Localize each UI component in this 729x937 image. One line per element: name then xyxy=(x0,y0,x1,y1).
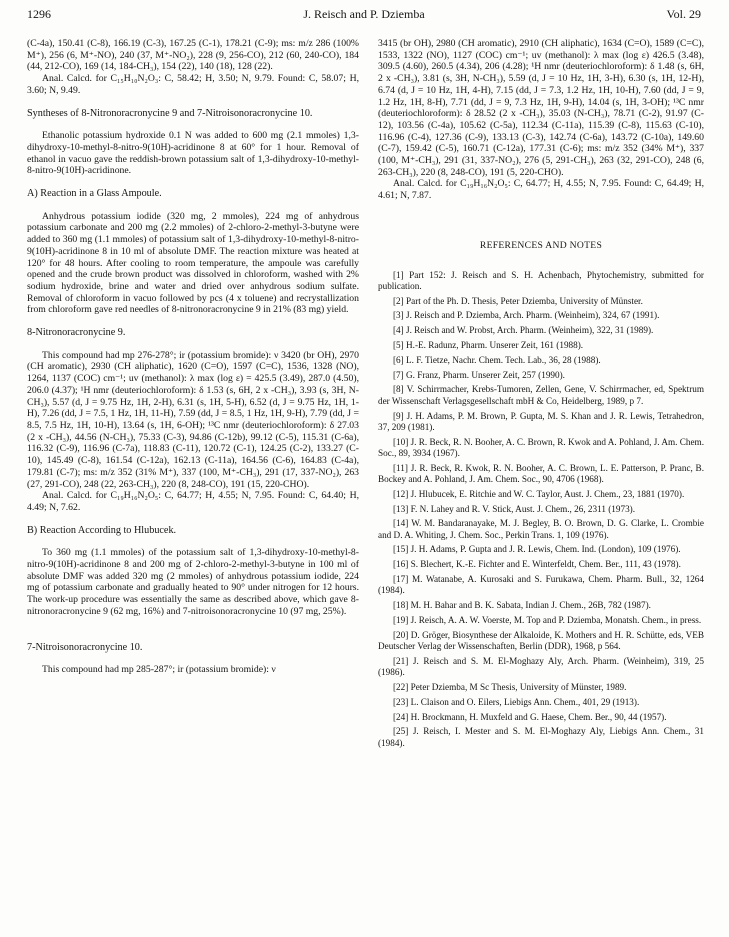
reference-item: [11] J. R. Beck, R. Kwok, R. N. Booher, A. C. Brown, L. E. Patterson, P. Pranc, B. Bockey and A. Pohland, J. Am. Chem. Soc., 90, 4706 (1968). xyxy=(378,462,704,484)
compound-10-data-continued: 3415 (br OH), 2980 (CH aromatic), 2910 (CH aliphatic), 1634 (C=O), 1589 (C=C), 1533, 1322 (NO), 1127 (COC) cm⁻¹; uv (methanol): λ max (log ε) 426.5 (3.48), 309.5 (4.60), 260.5 (4.34), 206 (4.28); ¹H nmr (deuteriochloroform): δ 1.48 (s, 6H, 2 x -CH₃), 3.81 (s, 3H, N-CH₃), 5.59 (d, J = 10 Hz, 1H, 3-H), 6.30 (s, 1H, 12-H), 6.74 (d, J = 10 Hz, 1H, 4-H), 7.15 (dd, J = 7.3, 1.2 Hz, 1H, 10-H), 7.60 (dd, J = 9, 1.2 Hz, 1H, 8-H), 7.71 (dd, J = 9, 7.3 Hz, 1H, 9-H), 14.04 (s, 1H, 3-OH); ¹³C nmr (deuteriochloroform): δ 28.52 (2 x -CH₃), 35.03 (N-CH₃), 78.71 (C-2), 91.97 (C-12), 103.56 (C-4a), 105.62 (C-5a), 112.34 (C-11a), 115.39 (C-8), 115.63 (C-10), 116.96 (C-4), 127.36 (C-9), 133.13 (C-3), 142.74 (C-6a), 143.72 (C-10a), 149.60 (C-7), 159.42 (C-5), 160.71 (C-12a), 177.31 (C-6); ms: m/z 352 (34% M⁺), 337 (100, M⁺-CH₃), 291 (31, 337-NO₂), 276 (5, 291-CH₃), 263 (32, 291-CO), 248 (6, 263-CH₃), 220 (8, 248-CO), 191 (5, 220-CHO). xyxy=(378,38,704,178)
reference-item: [13] F. N. Lahey and R. V. Stick, Aust. J. Chem., 26, 2311 (1973). xyxy=(393,503,636,514)
references-heading: REFERENCES AND NOTES xyxy=(479,239,603,251)
ampoule-procedure-paragraph: Anhydrous potassium iodide (320 mg, 2 mmoles), 224 mg of anhydrous potassium carbonate and 200 mg (2.2 mmoles) of 2-chloro-2-methyl-3-butyne were added to 360 mg (1.1 mmoles) of potassium salt of 1,3-dihydroxy-10-methyl-8-nitro-9(10H)-acridinone 8 in 10 ml of absolute DMF. The reaction mixture was heated at 120° for 48 hours. After cooling to room temperature, the ampoule was carefully opened and the crude brown product was dissolved in chloroform, washed with 2% sodium hydroxide, brine and water and dried over anhydrous sodium sulfate. Removal of chloroform in vacuo followed by pcs (4 x toluene) and recrystallization from chloroform gave red needles of 8-nitronoracronycine 9 in 21% (83 mg) yield. xyxy=(27,210,359,316)
reference-item: [7] G. Franz, Pharm. Unserer Zeit, 257 (1990). xyxy=(393,369,565,380)
reference-item: [10] J. R. Beck, R. N. Booher, A. C. Brown, R. Kwok and A. Pohland, J. Am. Chem. Soc., 89, 3934 (1967). xyxy=(378,436,704,458)
compound-9-analysis: Anal. Calcd. for C₁₉H₁₆N₂O₅: C, 64.77; H, 4.55; N, 7.95. Found: C, 64.40; H, 4.49; N, 7.62. xyxy=(27,490,359,513)
reference-item: [19] J. Reisch, A. A. W. Voerste, M. Top and P. Dziemba, Monatsh. Chem., in press. xyxy=(393,614,702,625)
compound-9-data-paragraph: This compound had mp 276-278°; ir (potassium bromide): ν 3420 (br OH), 2970 (CH aromatic), 2930 (CH aliphatic), 1620 (C=O), 1597 (C=C), 1536, 1328 (NO), 1264, 1137 (COC) cm⁻¹; uv (methanol): λ max (log ε) = 425.5 (3.49), 287.0 (4.50), 206.0 (4.37); ¹H nmr (deuteriochloroform): δ 1.53 (s, 6H, 2 x -CH₃), 3.93 (s, 3H, N-CH₃), 5.57 (d, J = 9.75 Hz, 1H, 2-H), 6.31 (s, 1H, 5-H), 6.52 (d, J = 9.75 Hz, 1H, 1-H), 7.26 (dd, J = 7.5, 1 Hz, 1H, 11-H), 7.59 (dd, J = 8.5, 1 Hz, 1H, 9-H), 7.79 (dd, J = 8.5, 7.5 Hz, 1H, 10-H), 13.64 (s, 1H, 6-OH); ¹³C nmr (deuteriochloroform): δ 27.03 (2 x -CH₃), 44.56 (N-CH₃), 75.33 (C-3), 94.86 (C-12b), 99.12 (C-5), 115.31 (C-6a), 116.32 (C-9), 116.96 (C-7a), 118.83 (C-11), 120.72 (C-1), 124.25 (C-2), 133.27 (C-10), 145.49 (C-8), 161.54 (C-12a), 162.13 (C-11a), 164.56 (C-6), 164.83 (C-4a), 179.81 (C-7); ms: m/z 352 (31% M⁺), 337 (100, M⁺-CH₃), 291 (17, 337-NO₂), 263 (27, 291-CO), 248 (22, 263-CH₃), 220 (8, 248-CO), 191 (15, 220-CHO). xyxy=(27,349,359,490)
running-header xyxy=(27,7,701,27)
hlubucek-procedure-paragraph: To 360 mg (1.1 mmoles) of the potassium salt of 1,3-dihydroxy-10-methyl-8-nitro-9(10H)-acridinone 8 and 200 mg of 2-chloro-2-methyl-3-butyne in 100 ml of absolute DMF was added 320 mg (2 mmoles) of anhydrous potassium iodide, 224 mg of potassium carbonate and gradually heated to 90° under nitrogen for 12 hours. The work-up procedure was essentially the same as described above, which gave 8-nitronoracronycine 9 (62 mg, 16%) and 7-nitroisonoracronycine 10 (97 mg, 25%). xyxy=(27,547,359,617)
reference-item: [8] V. Schirrmacher, Krebs-Tumoren, Zellen, Gene, V. Schirrmacher, ed, Spektrum der Wissenschaft Verlagsgesellschaft mbH & Co, Heidelberg, 1989, p 7. xyxy=(378,384,704,406)
reference-item: [15] J. H. Adams, P. Gupta and J. R. Lewis, Chem. Ind. (London), 109 (1976). xyxy=(393,544,681,555)
compound-heading-10: 7-Nitroisonoracronycine 10. xyxy=(27,641,143,653)
reference-item: [16] S. Blechert, K.-E. Fichter and E. Winterfeldt, Chem. Ber., 111, 43 (1978). xyxy=(393,559,681,570)
subsection-heading-ampoule: A) Reaction in a Glass Ampoule. xyxy=(27,188,162,200)
salt-preparation-paragraph: Ethanolic potassium hydroxide 0.1 N was added to 600 mg (2.1 mmoles) 1,3-dihydroxy-10-methyl-8-nitro-9(10H)-acridinone 8 at 60° for 1 hour. Removal of ethanol in vacuo gave the reddish-brown potassium salt of 1,3-dihydroxy-10-methyl-8-nitro-9(10H)-acridinone. xyxy=(27,130,359,177)
reference-item: [3] J. Reisch and P. Dziemba, Arch. Pharm. (Weinheim), 324, 67 (1991). xyxy=(393,310,660,321)
reference-item: [18] M. H. Bahar and B. K. Sabata, Indian J. Chem., 26B, 782 (1987). xyxy=(393,600,651,611)
reference-item: [4] J. Reisch and W. Probst, Arch. Pharm. (Weinheim), 322, 31 (1989). xyxy=(393,325,654,336)
running-authors: J. Reisch and P. Dziemba xyxy=(303,7,425,21)
right-column xyxy=(378,38,704,749)
reference-list xyxy=(378,270,704,749)
volume-label: Vol. 29 xyxy=(666,7,701,21)
reference-item: [23] L. Claison and O. Eilers, Liebigs Ann. Chem., 401, 29 (1913). xyxy=(393,696,640,707)
section-heading-syntheses: Syntheses of 8-Nitronoracronycine 9 and 7-Nitroisonoracronycine 10. xyxy=(27,107,313,119)
reference-item: [22] Peter Dziemba, M Sc Thesis, University of Münster, 1989. xyxy=(393,681,627,692)
ms-data-continued: (C-4a), 150.41 (C-8), 166.19 (C-3), 167.25 (C-1), 178.21 (C-9); ms: m/z 286 (100% M⁺), 256 (6, M⁺-NO), 240 (37, M⁺-NO₂), 228 (9, 256-CO), 212 (60, 240-CO), 184 (44, 212-CO), 169 (14, 184-CH₃), 154 (22), 140 (18), 128 (22). xyxy=(27,38,359,73)
reference-item: [1] Part 152: J. Reisch and S. H. Achenbach, Phytochemistry, submitted for publication. xyxy=(378,269,704,291)
compound-10-analysis: Anal. Calcd. for C₁₉H₁₆N₂O₅: C, 64.77; H, 4.55; N, 7.95. Found: C, 64.49; H, 4.61; N, 7.87. xyxy=(378,178,704,202)
reference-item: [17] M. Watanabe, A. Kurosaki and S. Furukawa, Chem. Pharm. Bull., 32, 1264 (1984). xyxy=(378,574,704,596)
left-column xyxy=(27,38,359,676)
reference-item: [21] J. Reisch and S. M. El-Moghazy Aly, Arch. Pharm. (Weinheim), 319, 25 (1986). xyxy=(378,655,704,678)
reference-item: [24] H. Brockmann, H. Muxfeld and G. Haese, Chem. Ber., 90, 44 (1957). xyxy=(393,711,667,722)
reference-item: [14] W. M. Bandaranayake, M. J. Begley, B. O. Brown, D. G. Clarke, L. Crombie and D. A. Whiting, J. Chem. Soc., Perkin Trans. 1, 109 (1976). xyxy=(378,518,704,540)
reference-item: [9] J. H. Adams, P. M. Brown, P. Gupta, M. S. Khan and J. R. Lewis, Tetrahedron, 37, 209 (1981). xyxy=(378,410,704,432)
compound-10-data-start: This compound had mp 285-287°; ir (potassium bromide): ν xyxy=(42,664,276,676)
reference-item: [12] J. Hlubucek, E. Ritchie and W. C. Taylor, Aust. J. Chem., 23, 1881 (1970). xyxy=(393,488,685,499)
reference-item: [20] D. Gröger, Biosynthese der Alkaloide, K. Mothers and H. R. Schütte, eds, VEB Deutscher Verlag der Wissenschaften, Berlin (DDR), 1968, p 564. xyxy=(378,629,704,652)
reference-item: [2] Part of the Ph. D. Thesis, Peter Dziemba, University of Münster. xyxy=(393,295,643,306)
analysis-paragraph: Anal. Calcd. for C₁₅H₁₀N₂O₃: C, 58.42; H, 3.50; N, 9.79. Found: C, 58.07; H, 3.60; N, 9.49. xyxy=(27,73,359,96)
compound-heading-9: 8-Nitronoracronycine 9. xyxy=(27,327,126,339)
reference-item: [5] H.-E. Radunz, Pharm. Unserer Zeit, 161 (1988). xyxy=(393,340,584,351)
subsection-heading-hlubucek: B) Reaction According to Hlubucek. xyxy=(27,524,177,536)
reference-item: [25] J. Reisch, I. Mester and S. M. El-Moghazy Aly, Liebigs Ann. Chem., 31 (1984). xyxy=(378,726,704,748)
reference-item: [6] L. F. Tietze, Nachr. Chem. Tech. Lab., 36, 28 (1988). xyxy=(393,354,601,365)
page-number: 1296 xyxy=(27,7,51,21)
